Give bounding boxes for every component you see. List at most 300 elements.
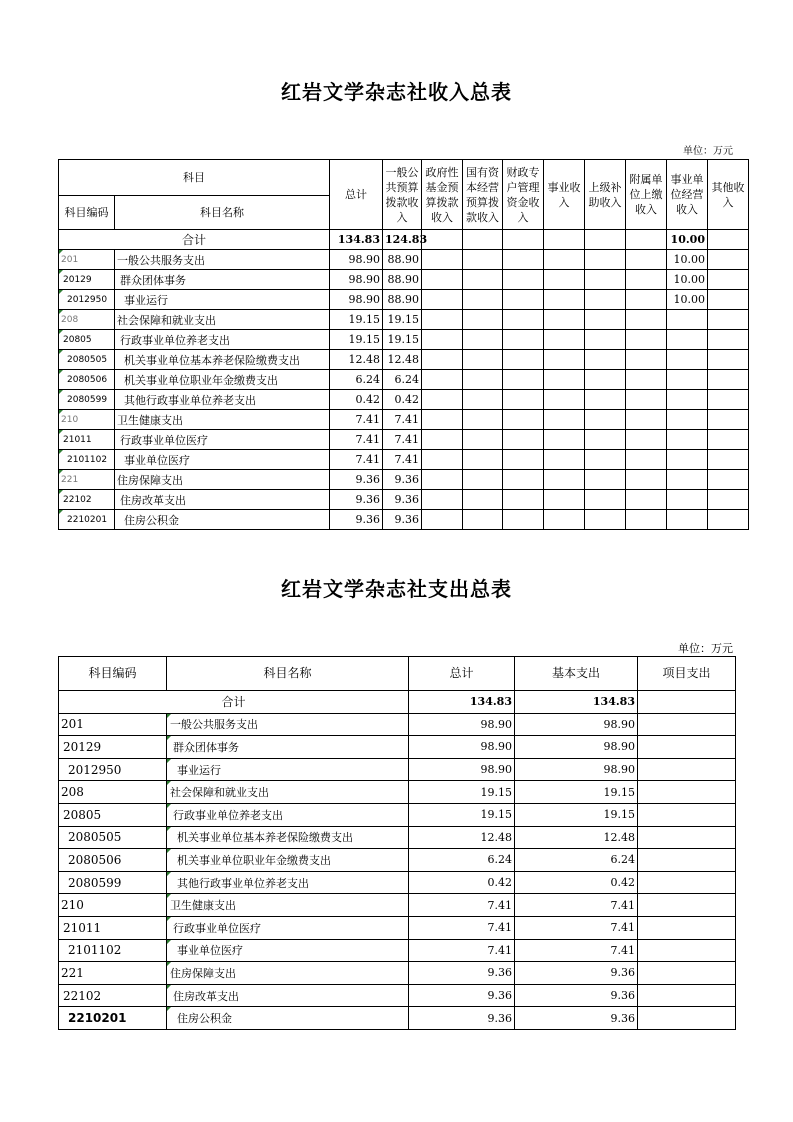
empty-cell [503, 390, 544, 410]
general-budget-value: 19.15 [383, 310, 422, 330]
empty-cell [585, 430, 626, 450]
project-expense-value [638, 826, 736, 849]
subject-code: 2101102 [59, 939, 167, 962]
total-value: 134.83 [409, 691, 515, 714]
total-value: 12.48 [409, 826, 515, 849]
header-subject-group: 科目 [59, 160, 330, 196]
empty-cell [503, 490, 544, 510]
income-row [59, 270, 749, 290]
subject-name: 社会保障和就业支出 [115, 310, 330, 330]
operating-income-value: 10.00 [667, 250, 708, 270]
empty-cell [503, 410, 544, 430]
empty-cell [626, 330, 667, 350]
empty-cell [463, 450, 503, 470]
general-budget-value: 7.41 [383, 410, 422, 430]
subject-name: 卫生健康支出 [167, 894, 409, 917]
subject-name: 机关事业单位基本养老保险缴费支出 [167, 826, 409, 849]
income-unit-label: 单位：万元 [683, 146, 733, 157]
general-budget-value: 88.90 [383, 250, 422, 270]
operating-income-value [667, 470, 708, 490]
empty-cell [463, 330, 503, 350]
empty-cell [708, 510, 749, 530]
subject-code: 208 [59, 781, 167, 804]
empty-cell [708, 310, 749, 330]
total-value: 98.90 [330, 250, 383, 270]
empty-cell [585, 450, 626, 470]
subject-code: 201 [59, 713, 167, 736]
empty-cell [463, 510, 503, 530]
subject-code: 20805 [59, 803, 167, 826]
income-table-title: 红岩文学杂志社收入总表 [281, 80, 512, 104]
empty-cell [708, 330, 749, 350]
subject-code: 210 [59, 410, 115, 430]
total-value: 19.15 [409, 781, 515, 804]
subject-name: 机关事业单位基本养老保险缴费支出 [115, 350, 330, 370]
operating-income-value [667, 390, 708, 410]
total-value: 7.41 [409, 894, 515, 917]
project-expense-value [638, 894, 736, 917]
general-budget-value: 0.42 [383, 390, 422, 410]
expense-row [59, 713, 736, 736]
empty-cell [463, 310, 503, 330]
empty-cell [708, 450, 749, 470]
subject-name: 一般公共服务支出 [167, 713, 409, 736]
total-label: 合计 [59, 230, 330, 250]
income-row [59, 490, 749, 510]
empty-cell [626, 370, 667, 390]
operating-income-value [667, 430, 708, 450]
income-total-row [59, 230, 749, 250]
general-budget-value: 7.41 [383, 430, 422, 450]
empty-cell [463, 390, 503, 410]
empty-cell [626, 250, 667, 270]
empty-cell [503, 270, 544, 290]
subject-name: 住房改革支出 [167, 984, 409, 1007]
subject-name: 群众团体事务 [167, 736, 409, 759]
empty-cell [585, 250, 626, 270]
empty-cell [585, 310, 626, 330]
empty-cell [544, 310, 585, 330]
total-value: 7.41 [330, 410, 383, 430]
expense-unit-label: 单位：万元 [678, 642, 733, 655]
empty-cell [503, 470, 544, 490]
empty-cell [626, 310, 667, 330]
general-budget-value: 12.48 [383, 350, 422, 370]
empty-cell [422, 450, 463, 470]
header-gov-fund: 政府性基金预算拨款收入 [422, 160, 463, 230]
header-basic-expense: 基本支出 [515, 657, 638, 691]
operating-income-value [667, 410, 708, 430]
header-state-capital: 国有资本经营预算拨款收入 [463, 160, 503, 230]
empty-cell [463, 410, 503, 430]
total-value: 9.36 [409, 984, 515, 1007]
subject-code: 201 [59, 250, 115, 270]
expense-row [59, 781, 736, 804]
subject-code: 2080505 [59, 826, 167, 849]
subject-name: 其他行政事业单位养老支出 [115, 390, 330, 410]
expense-summary-table [58, 656, 736, 1030]
header-other-income: 其他收入 [708, 160, 749, 230]
empty-cell [422, 510, 463, 530]
expense-row [59, 962, 736, 985]
basic-expense-value: 7.41 [515, 916, 638, 939]
total-value: 9.36 [409, 1007, 515, 1030]
empty-cell [626, 510, 667, 530]
empty-cell [544, 250, 585, 270]
total-value: 7.41 [409, 939, 515, 962]
empty-cell [463, 270, 503, 290]
project-expense-value [638, 849, 736, 872]
operating-income-value [667, 510, 708, 530]
empty-cell [626, 470, 667, 490]
operating-income-value [667, 310, 708, 330]
total-value: 9.36 [330, 470, 383, 490]
total-value: 9.36 [330, 490, 383, 510]
subject-code: 2012950 [59, 758, 167, 781]
subject-name: 事业单位医疗 [167, 939, 409, 962]
total-value: 98.90 [330, 290, 383, 310]
empty-cell [544, 350, 585, 370]
subject-code: 221 [59, 962, 167, 985]
empty-cell [422, 330, 463, 350]
empty-cell [544, 270, 585, 290]
total-value: 9.36 [330, 510, 383, 530]
project-expense-value [638, 803, 736, 826]
empty-cell [422, 350, 463, 370]
total-general: 124.83 [383, 230, 422, 250]
total-value: 19.15 [330, 330, 383, 350]
income-row [59, 310, 749, 330]
empty-cell [422, 290, 463, 310]
empty-cell [708, 370, 749, 390]
empty-cell [626, 490, 667, 510]
total-value: 134.83 [330, 230, 383, 250]
header-subject-name: 科目名称 [115, 196, 330, 230]
income-row [59, 250, 749, 270]
empty-cell [422, 390, 463, 410]
header-subject-name: 科目名称 [167, 657, 409, 691]
empty-cell [708, 430, 749, 450]
project-expense-value [638, 736, 736, 759]
empty-cell [503, 310, 544, 330]
subject-code: 20805 [59, 330, 115, 350]
expense-row [59, 736, 736, 759]
income-row [59, 390, 749, 410]
subject-name: 住房公积金 [115, 510, 330, 530]
empty-cell [544, 330, 585, 350]
empty-cell [626, 290, 667, 310]
operating-income-value: 10.00 [667, 290, 708, 310]
empty-cell [544, 430, 585, 450]
empty-cell [422, 370, 463, 390]
empty-cell [544, 510, 585, 530]
total-value: 6.24 [330, 370, 383, 390]
total-operating: 10.00 [667, 230, 708, 250]
basic-expense-value: 12.48 [515, 826, 638, 849]
basic-expense-value: 9.36 [515, 984, 638, 1007]
subject-code: 2210201 [59, 1007, 167, 1030]
general-budget-value: 19.15 [383, 330, 422, 350]
empty-cell [544, 450, 585, 470]
subject-name: 行政事业单位医疗 [167, 916, 409, 939]
empty-cell [422, 250, 463, 270]
subject-name: 行政事业单位医疗 [115, 430, 330, 450]
expense-table-title: 红岩文学杂志社支出总表 [281, 577, 512, 601]
project-expense-value [638, 781, 736, 804]
total-value: 19.15 [330, 310, 383, 330]
empty-cell [503, 350, 544, 370]
empty-cell [503, 510, 544, 530]
general-budget-value: 9.36 [383, 490, 422, 510]
empty-cell [708, 410, 749, 430]
empty-cell [585, 350, 626, 370]
empty-cell [422, 430, 463, 450]
expense-row [59, 939, 736, 962]
project-expense-value [638, 713, 736, 736]
expense-total-row [59, 691, 736, 714]
total-value: 19.15 [409, 803, 515, 826]
income-row [59, 350, 749, 370]
empty-cell [708, 390, 749, 410]
total-value: 0.42 [330, 390, 383, 410]
project-expense-value [638, 984, 736, 1007]
subject-name: 行政事业单位养老支出 [167, 803, 409, 826]
empty-cell [503, 250, 544, 270]
empty-cell [626, 430, 667, 450]
subject-code: 2080599 [59, 871, 167, 894]
empty-cell [585, 370, 626, 390]
basic-expense-value: 19.15 [515, 781, 638, 804]
empty-cell [708, 270, 749, 290]
income-summary-table [58, 159, 749, 530]
empty-cell [463, 490, 503, 510]
header-total: 总计 [330, 160, 383, 230]
operating-income-value: 10.00 [667, 270, 708, 290]
empty-cell [544, 370, 585, 390]
project-expense-value [638, 939, 736, 962]
header-special-account: 财政专户管理资金收入 [503, 160, 544, 230]
empty-cell [585, 510, 626, 530]
total-value: 7.41 [330, 430, 383, 450]
empty-cell [422, 490, 463, 510]
empty-cell [626, 270, 667, 290]
expense-row [59, 916, 736, 939]
subject-code: 21011 [59, 430, 115, 450]
empty-cell [585, 410, 626, 430]
total-value: 98.90 [409, 713, 515, 736]
header-operating-income: 事业单位经营收入 [667, 160, 708, 230]
subject-name: 社会保障和就业支出 [167, 781, 409, 804]
empty-cell [626, 390, 667, 410]
subject-name: 其他行政事业单位养老支出 [167, 871, 409, 894]
empty-cell [708, 490, 749, 510]
subject-code: 2012950 [59, 290, 115, 310]
subject-name: 住房公积金 [167, 1007, 409, 1030]
subject-name: 一般公共服务支出 [115, 250, 330, 270]
total-basic: 134.83 [515, 691, 638, 714]
empty-cell [626, 450, 667, 470]
empty-cell [463, 250, 503, 270]
basic-expense-value: 0.42 [515, 871, 638, 894]
total-value: 7.41 [330, 450, 383, 470]
header-subject-code: 科目编码 [59, 657, 167, 691]
empty-cell [503, 330, 544, 350]
empty-cell [503, 430, 544, 450]
header-total: 总计 [409, 657, 515, 691]
general-budget-value: 9.36 [383, 470, 422, 490]
total-value: 7.41 [409, 916, 515, 939]
expense-row [59, 871, 736, 894]
subject-name: 事业单位医疗 [115, 450, 330, 470]
total-value: 0.42 [409, 871, 515, 894]
expense-row [59, 758, 736, 781]
header-affiliate-remit: 附属单位上缴收入 [626, 160, 667, 230]
operating-income-value [667, 330, 708, 350]
total-label: 合计 [59, 691, 409, 714]
basic-expense-value: 98.90 [515, 713, 638, 736]
income-row [59, 330, 749, 350]
empty-cell [422, 470, 463, 490]
empty-cell [585, 390, 626, 410]
total-value: 9.36 [409, 962, 515, 985]
income-row [59, 290, 749, 310]
empty-cell [463, 350, 503, 370]
basic-expense-value: 9.36 [515, 1007, 638, 1030]
expense-row [59, 984, 736, 1007]
expense-row [59, 826, 736, 849]
empty-cell [708, 250, 749, 270]
income-row [59, 410, 749, 430]
empty-cell [585, 330, 626, 350]
header-project-expense: 项目支出 [638, 657, 736, 691]
header-general-budget: 一般公共预算拨款收入 [383, 160, 422, 230]
basic-expense-value: 7.41 [515, 939, 638, 962]
empty-cell [585, 490, 626, 510]
income-row [59, 510, 749, 530]
subject-code: 22102 [59, 984, 167, 1007]
income-row [59, 370, 749, 390]
subject-code: 20129 [59, 736, 167, 759]
empty-cell [422, 410, 463, 430]
project-expense-value [638, 962, 736, 985]
basic-expense-value: 7.41 [515, 894, 638, 917]
empty-cell [503, 450, 544, 470]
header-subject-code: 科目编码 [59, 196, 115, 230]
subject-name: 住房保障支出 [115, 470, 330, 490]
empty-cell [708, 290, 749, 310]
subject-name: 住房改革支出 [115, 490, 330, 510]
empty-cell [585, 470, 626, 490]
subject-name: 群众团体事务 [115, 270, 330, 290]
subject-name: 行政事业单位养老支出 [115, 330, 330, 350]
total-value: 98.90 [330, 270, 383, 290]
subject-code: 22102 [59, 490, 115, 510]
subject-code: 221 [59, 470, 115, 490]
empty-cell [463, 430, 503, 450]
subject-code: 2101102 [59, 450, 115, 470]
general-budget-value: 7.41 [383, 450, 422, 470]
project-expense-value [638, 758, 736, 781]
expense-row [59, 849, 736, 872]
empty-cell [463, 470, 503, 490]
total-value: 98.90 [409, 758, 515, 781]
basic-expense-value: 6.24 [515, 849, 638, 872]
general-budget-value: 88.90 [383, 290, 422, 310]
operating-income-value [667, 450, 708, 470]
empty-cell [422, 270, 463, 290]
total-value: 12.48 [330, 350, 383, 370]
subject-code: 2210201 [59, 510, 115, 530]
expense-row [59, 803, 736, 826]
project-expense-value [638, 916, 736, 939]
subject-code: 210 [59, 894, 167, 917]
subject-name: 事业运行 [115, 290, 330, 310]
operating-income-value [667, 370, 708, 390]
project-expense-value [638, 871, 736, 894]
empty-cell [585, 290, 626, 310]
subject-code: 21011 [59, 916, 167, 939]
expense-row [59, 1007, 736, 1030]
income-row [59, 450, 749, 470]
project-expense-value [638, 1007, 736, 1030]
subject-code: 2080599 [59, 390, 115, 410]
subject-code: 2080506 [59, 370, 115, 390]
subject-code: 20129 [59, 270, 115, 290]
empty-cell [585, 270, 626, 290]
subject-name: 卫生健康支出 [115, 410, 330, 430]
empty-cell [463, 290, 503, 310]
basic-expense-value: 9.36 [515, 962, 638, 985]
subject-name: 事业运行 [167, 758, 409, 781]
basic-expense-value: 98.90 [515, 758, 638, 781]
subject-name: 住房保障支出 [167, 962, 409, 985]
subject-name: 机关事业单位职业年金缴费支出 [115, 370, 330, 390]
income-row [59, 470, 749, 490]
income-row [59, 430, 749, 450]
subject-name: 机关事业单位职业年金缴费支出 [167, 849, 409, 872]
empty-cell [544, 290, 585, 310]
subject-code: 2080505 [59, 350, 115, 370]
empty-cell [626, 410, 667, 430]
empty-cell [544, 410, 585, 430]
subject-code: 2080506 [59, 849, 167, 872]
total-value: 6.24 [409, 849, 515, 872]
empty-cell [422, 310, 463, 330]
general-budget-value: 6.24 [383, 370, 422, 390]
empty-cell [544, 390, 585, 410]
empty-cell [708, 350, 749, 370]
subject-code: 208 [59, 310, 115, 330]
operating-income-value [667, 350, 708, 370]
empty-cell [708, 470, 749, 490]
header-business-income: 事业收入 [544, 160, 585, 230]
empty-cell [544, 470, 585, 490]
general-budget-value: 88.90 [383, 270, 422, 290]
expense-row [59, 894, 736, 917]
basic-expense-value: 19.15 [515, 803, 638, 826]
total-value: 98.90 [409, 736, 515, 759]
total-project [638, 691, 736, 714]
operating-income-value [667, 490, 708, 510]
empty-cell [544, 490, 585, 510]
empty-cell [626, 350, 667, 370]
empty-cell [463, 370, 503, 390]
empty-cell [503, 370, 544, 390]
header-superior-subsidy: 上级补助收入 [585, 160, 626, 230]
empty-cell [503, 290, 544, 310]
general-budget-value: 9.36 [383, 510, 422, 530]
basic-expense-value: 98.90 [515, 736, 638, 759]
